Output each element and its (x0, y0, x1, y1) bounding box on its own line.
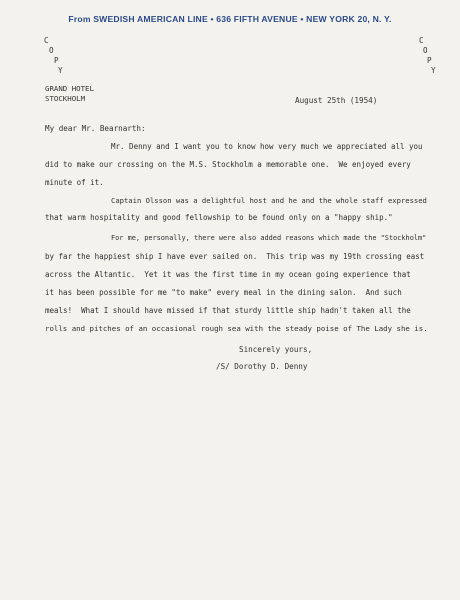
copy-mark-letter: C (44, 36, 49, 45)
body-line: Captain Olsson was a delightful host and he and the whole staff expressed (111, 196, 427, 205)
body-line: meals! What I should have missed if that sturdy little ship hadn't taken all the (45, 306, 411, 315)
sender-line: STOCKHOLM (45, 94, 86, 103)
body-line: across the Altantic. Yet it was the first time in my ocean going experience that (45, 270, 411, 279)
body-line: rolls and pitches of an occasional rough sea with the steady poise of The Lady she is. (45, 324, 428, 333)
letter-date: August 25th (1954) (295, 96, 378, 105)
copy-mark-letter: O (423, 46, 428, 55)
copy-mark-letter: Y (58, 66, 63, 75)
copy-mark-letter: C (419, 36, 424, 45)
body-line: Mr. Denny and I want you to know how very much we appreciated all you (111, 142, 423, 151)
closing: Sincerely yours, (239, 345, 313, 354)
signature: /S/ Dorothy D. Denny (216, 362, 308, 371)
body-line: it has been possible for me "to make" every meal in the dining salon. And such (45, 288, 402, 297)
copy-mark-letter: P (54, 56, 59, 65)
copy-mark-left (44, 36, 63, 76)
copy-mark-letter: Y (431, 66, 436, 75)
body-line: minute of it. (45, 178, 104, 187)
salutation: My dear Mr. Bearnarth: (45, 124, 146, 133)
copy-mark-right (419, 36, 436, 76)
copy-mark-letter: O (49, 46, 54, 55)
body-line: by far the happiest ship I have ever sailed on. This trip was my 19th crossing east (45, 252, 425, 261)
body-line: did to make our crossing on the M.S. Stockholm a memorable one. We enjoyed every (45, 160, 411, 169)
body-line: that warm hospitality and good fellowship to be found only on a "happy ship." (45, 213, 393, 222)
letterhead: From SWEDISH AMERICAN LINE • 636 FIFTH AVENUE • NEW YORK 20, N. Y. (68, 14, 392, 24)
body-line: For me, personally, there were also added reasons which made the "Stockholm" (111, 234, 427, 242)
copy-mark-letter: P (427, 56, 432, 65)
sender-address (45, 84, 94, 104)
sender-line: GRAND HOTEL (45, 84, 94, 93)
